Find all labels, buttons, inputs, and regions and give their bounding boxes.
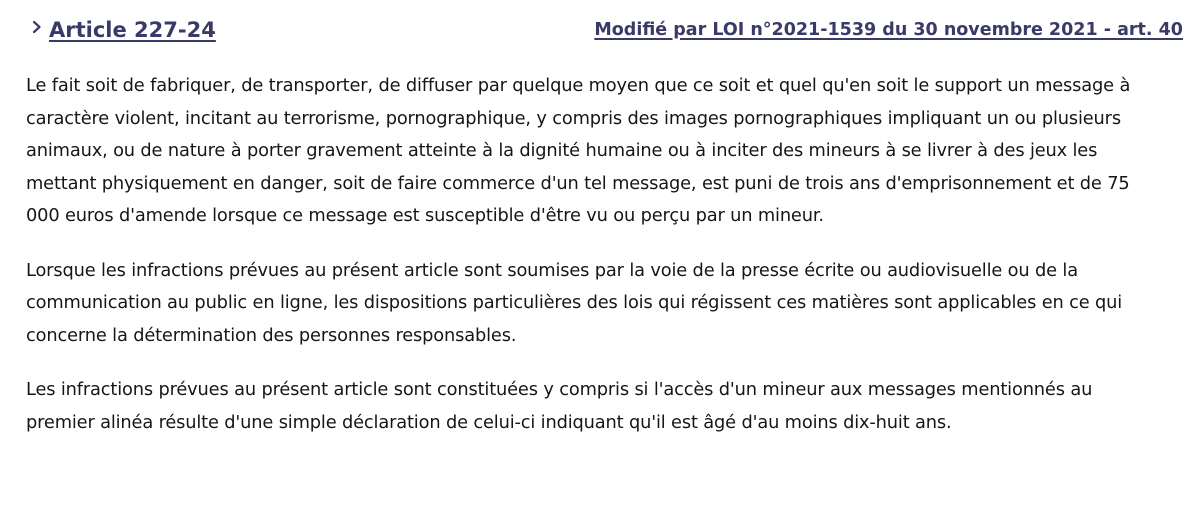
modified-by-link[interactable]: Modifié par LOI n°2021-1539 du 30 novembre 2021 - art. 40 [594,20,1183,40]
article-paragraph-3: Les infractions prévues au présent article sont constituées y compris si l'accès d'un mineur aux messages mentionnés au premier alinéa résulte d'une simple déclaration de celui-ci indiquant qu'il est âgé d'au moins dix-huit ans. [26,379,1093,433]
article-paragraph-1: Le fait soit de fabriquer, de transporter, de diffuser par quelque moyen que ce soit et quel qu'en soit le support un message à caractère violent, incitant au terrorisme, pornographique, y compris des images pornographiques impliquant un ou plusieurs animaux, ou de nature à porter gravement atteinte à la dignité humaine ou à inciter des mineurs à se livrer à des jeux les mettant physiquement en danger, soit de faire commerce d'un tel message, est puni de trois ans d'emprisonnement et de 75 000 euros d'amende lorsque ce message est susceptible d'être vu ou perçu par un mineur. [26,75,1131,226]
article-header [26,14,1183,46]
chevron-right-icon[interactable] [30,19,44,35]
article-title-link[interactable]: Article 227-24 [49,18,216,42]
article-content [26,70,1166,461]
article-paragraph-2: Lorsque les infractions prévues au présent article sont soumises par la voie de la presse écrite ou audiovisuelle ou de la communication au public en ligne, les dispositions particulières des lois qui régissent ces matières sont applicables en ce qui concerne la détermination des personnes responsables. [26,259,1123,346]
